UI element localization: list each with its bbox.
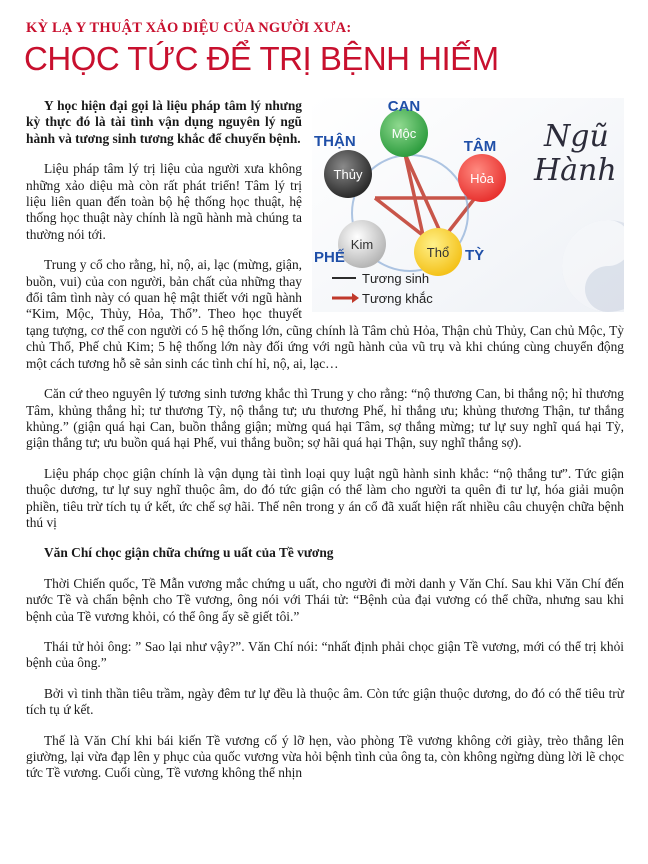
earth-organ-label: TỲ [465, 247, 485, 264]
water-organ-label: THẬN [314, 133, 356, 150]
body-paragraph: Thời Chiến quốc, Tề Mẫn vương mắc chứng u uất, cho người đi mời danh y Văn Chí. Sau khi Văn Chí đến nước Tề và chẩn bệnh cho Tề vương, ông nói với Thái tử: “Bệnh của đại vương có thể chữa, nhưng sau khi bệnh của Tề vương khỏi, có thể ông ấy sẽ giết tôi.” [26, 575, 624, 624]
script-title-line2: Hành [534, 153, 617, 188]
body-paragraph: Thế là Văn Chí khi bái kiến Tề vương cố ý lỡ hẹn, vào phòng Tề vương không cởi giày, trèo thẳng lên giường, lại vừa đạp lên y phục của quốc vương vừa hỏi bệnh tình của ông ta, còn không ngừng dùng lời lẽ chọc tức Tề vương. Cuối cùng, Tề vương không thể nhịn [26, 732, 624, 781]
section-subheading: Văn Chí chọc giận chữa chứng u uất của Tề vương [44, 545, 334, 561]
wood-organ-label: CAN [387, 98, 421, 115]
script-title-line1: Ngũ [544, 119, 609, 154]
wood-element-label: Mộc [391, 126, 417, 141]
article-kicker: KỲ LẠ Y THUẬT XẢO DIỆU CỦA NGƯỜI XƯA: [26, 20, 352, 36]
body-paragraph: Trung y cổ cho rằng, hỉ, nộ, ai, lạc (mừng, giận, buồn, vui) của con người, bản chất của những thay đổi tâm tình này có quan hệ mật thiết với ngũ hành “Kim, Mộc, Thủy, Hỏa, Thổ”. Theo học thuyết tạng tượng, cơ thể con người có 5 hệ thống lớn, cũng chính là Tâm chủ Hỏa, Thận chủ Thủy, Can chủ Mộc, Tỳ chủ Thổ, Phế chủ Kim; 5 hệ thống lớn này đối ứng với ngũ hành của vũ trụ và khi chúng cùng chuyển động một cách tương hỗ sẽ sản sinh các tình chí hỉ, nộ, ai, lạc… [26, 257, 624, 371]
article-title: CHỌC TỨC ĐỂ TRỊ BỆNH HIẾM [24, 40, 499, 77]
article-body [26, 98, 624, 796]
fire-element-label: Hỏa [470, 171, 494, 186]
five-elements-figure [312, 98, 624, 312]
fire-organ-label: TÂM [463, 138, 497, 155]
body-paragraph: Thái tử hỏi ông: ” Sao lại như vậy?”. Văn Chí nói: “nhất định phải chọc giận Tề vương, mới có thể trị khỏi bệnh của ông.” [26, 638, 624, 671]
intro-paragraph: Y học hiện đại gọi là liệu pháp tâm lý nhưng kỳ thực đó là tài tình vận dụng nguyên lý ngũ hành và tương sinh tương khắc để chuyển bệnh. [26, 98, 302, 146]
five-elements-diagram [312, 98, 624, 312]
body-paragraph: Liệu pháp tâm lý trị liệu của người xưa không những xảo diệu mà còn rất phát triển! Tâm lý trị liệu liên quan đến toàn bộ hệ thống học thuật, hệ thống học thuật này chính là ngũ hành mà chúng ta thường nói tới. [26, 161, 302, 242]
body-paragraph: Liệu pháp chọc giận chính là vận dụng tài tình loại quy luật ngũ hành sinh khắc: “nộ thắng tư”. Tức giận thuộc dương, tư lự suy nghĩ thuộc âm, do đó tức giận có thể làm cho người ta quên đi tư lự, hóa giải muộn phiền, tiêu trừ tích tụ ứ kết, ức chế sợ hãi. Thế nên trong y án cổ đã xuất hiện rất nhiều câu chuyện chữa bệnh thú vị [26, 465, 624, 530]
body-paragraph: Bởi vì tinh thần tiêu trầm, ngày đêm tư lự đều là thuộc âm. Còn tức giận thuộc dương, do đó có thể tiêu trừ tích tụ ứ kết. [26, 685, 624, 718]
generating-legend-label: Tương sinh [362, 271, 430, 286]
earth-element-label: Thổ [426, 245, 450, 260]
metal-element-label: Kim [350, 237, 374, 252]
water-element-label: Thủy [333, 167, 363, 182]
metal-organ-label: PHẾ [314, 249, 345, 266]
body-paragraph: Căn cứ theo nguyên lý tương sinh tương khắc thì Trung y cho rằng: “nộ thương Can, bi thắng nộ; hỉ thương Tâm, khủng thắng hỉ; tư thương Tỳ, nộ thắng tư; ưu thương Phế, hỉ thắng ưu; khủng thương Thận, tư thắng khủng.” (giận quá hại Can, buồn thắng giận; mừng quá hại Tâm, sợ thắng mừng; tư lự suy nghĩ quá hại Tỳ, giận thắng tư; ưu buồn quá hại Phế, vui thắng buồn; sợ hãi quá hại Thận, suy nghĩ thắng sợ). [26, 386, 624, 451]
controlling-legend-label: Tương khắc [362, 291, 433, 306]
